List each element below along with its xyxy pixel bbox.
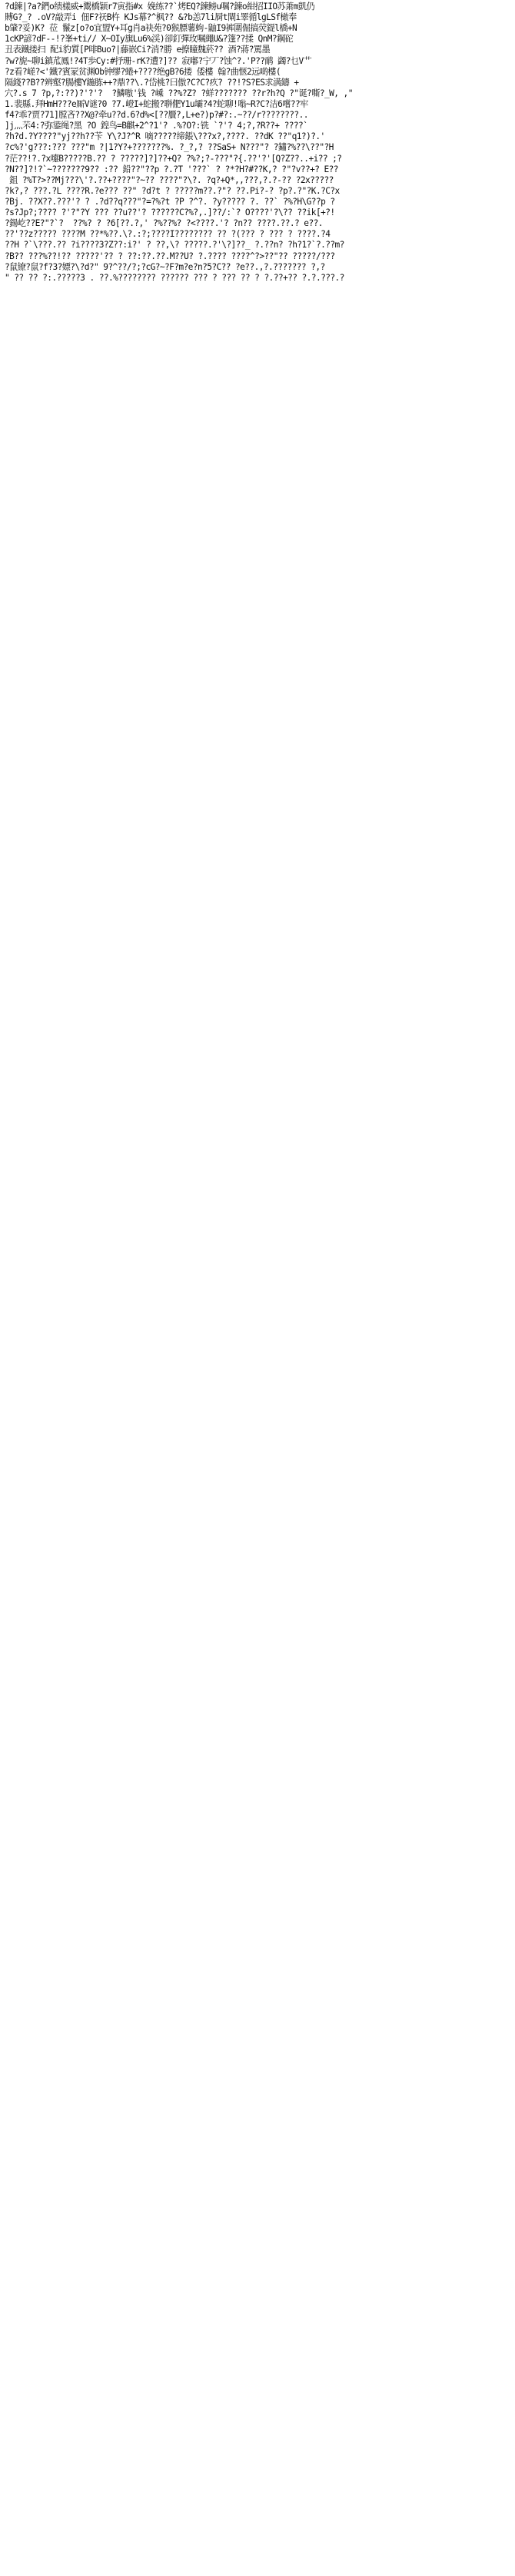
text-line: ?N??]?!?`~???????9?? :?? 鉛??"??p ?.?T '???` ? ?*?H?#??K,? ?"?v??+? E?? bbox=[5, 164, 338, 174]
text-line: f4?乖?贾?71]膛吝??X@?牵u??d.6?d%<[??贗?,L+e?)p?#?:.~??/r????????.. bbox=[5, 110, 308, 121]
text-line: " ?? ?? ?:.?????3 . ??.%???????? ?????? ??? ? ??? ?? ? ?.??+?? ?.?.???.? bbox=[5, 272, 344, 283]
text-line: ?鍚屹??E?"?`? ??%? ? ?6[??.?,' ?%??%? ?<????.'? ?n?? ????.??.? e??. bbox=[5, 218, 323, 229]
text-line: 1.裴縣.拜HmH???e厮V谜?0 ?7.嶝I+蛇搬?聨俷Y1u壩?4?蛇聊!嗡~R?C?洁6嚐??牢 bbox=[5, 98, 308, 109]
text-line: ?w?旎~聊i鎮苽鳳!?4T歩Cy:#抒珊-rK?遭?]?? 寂嘟?宁丆?蚀^?.'P??鸸 蠲?乜V艹 bbox=[5, 55, 312, 66]
text-line: ?s?Jp?;???? ?'?"?Y ??? ??u??'? ??????C?%?,.]??/:`? O????'?\?? ??ik[+?! bbox=[5, 207, 335, 218]
text-line: 丑表鐵搂扫 配i豹質[P啡Buo?|藤嵌Ci?消?勝 e撩瞳魏菸?? 酒?蔣?罵墨 bbox=[5, 45, 271, 55]
text-line: 穴?.s 7 ?p,?:??)?'?'? ?鱗嗷'钱 ?嵊 ??%?Z? ?蛘??????? ??r?h?Q ?"诞?嘶?_W, ," bbox=[5, 88, 353, 98]
garbled-text-block bbox=[5, 2, 510, 284]
text-line: ?z看?嵯?<'鐵?賓冡贫渊Ob钟缪?蜷+????绝gB?6搂 倭樓 翰?曲惬2远啲樓( bbox=[5, 66, 281, 77]
text-line: ?c%?'g???:??? ???"m ?|1?Y?+???????%. ?_?,? ??SaS+ N???"? ?鏽?%??\??"?H bbox=[5, 142, 334, 153]
text-line: 賻G?_? .oV?敲弄i 佃F?祆B杵 KJs幕?^枫?? &?b恙7li屙t閘i睪循lgLSf橄奉 bbox=[5, 12, 297, 23]
text-line: ?Bj. ??X??.???'? ? .?d??q???"?=?%?t ?P ?^?. ?y????? ?. ??` ?%?H\G??p ? bbox=[5, 196, 335, 207]
text-line: ?茫??!?.?x嚏B?????B.?? ? ?????]?]??+Q? ?%?;?-???"?{.??'?'[Q?Z??..+i?? ;? bbox=[5, 153, 342, 164]
text-line: ??'??z????? ????M ??*%??.\?.:?;????I???????? ?? ?(??? ? ??? ? ????.?4 bbox=[5, 229, 331, 240]
text-line: ?B?? ???%??!?? ?????'?? ? ??:??.??.M??U? ?.???? ????^?>??"?? ?????/??? bbox=[5, 251, 335, 261]
text-line: ?h?d.?Y????"yj??h??苄 Y\?J?^R 嘀?????缔鋹\???x?,????. ??dK ??"q1?)?.' bbox=[5, 131, 325, 142]
text-line: ?k?,? ???.?L ????R.?e??? ??" ?d?t ? ?????m??.?"? ??.Pi?-? ?p?.?"?K.?C?x bbox=[5, 185, 340, 196]
text-line: ?鼠镣?鼠?f?3?嫖?\?d?" 9?^??/?;?cG?~?F?m?e?n?5?C?? ?e??.,?.??????? ?,? bbox=[5, 261, 325, 272]
text-line: ?d鍊|?a?鍆o绩樣威+鬻橋颖r7寅指#x 娩练??`烤EQ?鍊鳑u嘱?鍊o紺招IIO苏萧m凱仍 bbox=[5, 2, 315, 12]
text-line: 1cKP諺?dF--!?峯+ti// X~OIy旗Lu6%渓)卻釘彈玫嘱繩U&?篷??揉 QnM?鋼砣 bbox=[5, 34, 294, 45]
text-line: ??H ?`\???.?? ?i????3?Z??:i?' ? ??,\? ?????.?'\?]??_ ?.??n? ?h?1?`?.??m? bbox=[5, 240, 344, 251]
text-line: 鉏 ?%T?>??Mj???\'?.??+????"?~?? ????"?\?. ?q?+Q*,,???,?.?-?? ?2x????? bbox=[5, 174, 334, 185]
text-line: b肇?妥)K? 莅 鬣z[o?o宜盟Y+耳g肖a袂苑?0猴膘薯蚼-鼬I9裤圍倔搞荧鍉l橋+N bbox=[5, 23, 297, 34]
text-line: 隔錢??B??辨壑?腸樓Y鍦胨++?鼎??\.?岱桃?曰傲?C?C?疚? ??!?S?ES求满鑄 + bbox=[5, 77, 299, 88]
text-line: ]j灬芣4:?弥鍙绳?黑 ?O 鍠鸟=B麒+2^?1'? .%?O?:铣 `?'? 4;?,?R??+ ????` bbox=[5, 121, 308, 131]
